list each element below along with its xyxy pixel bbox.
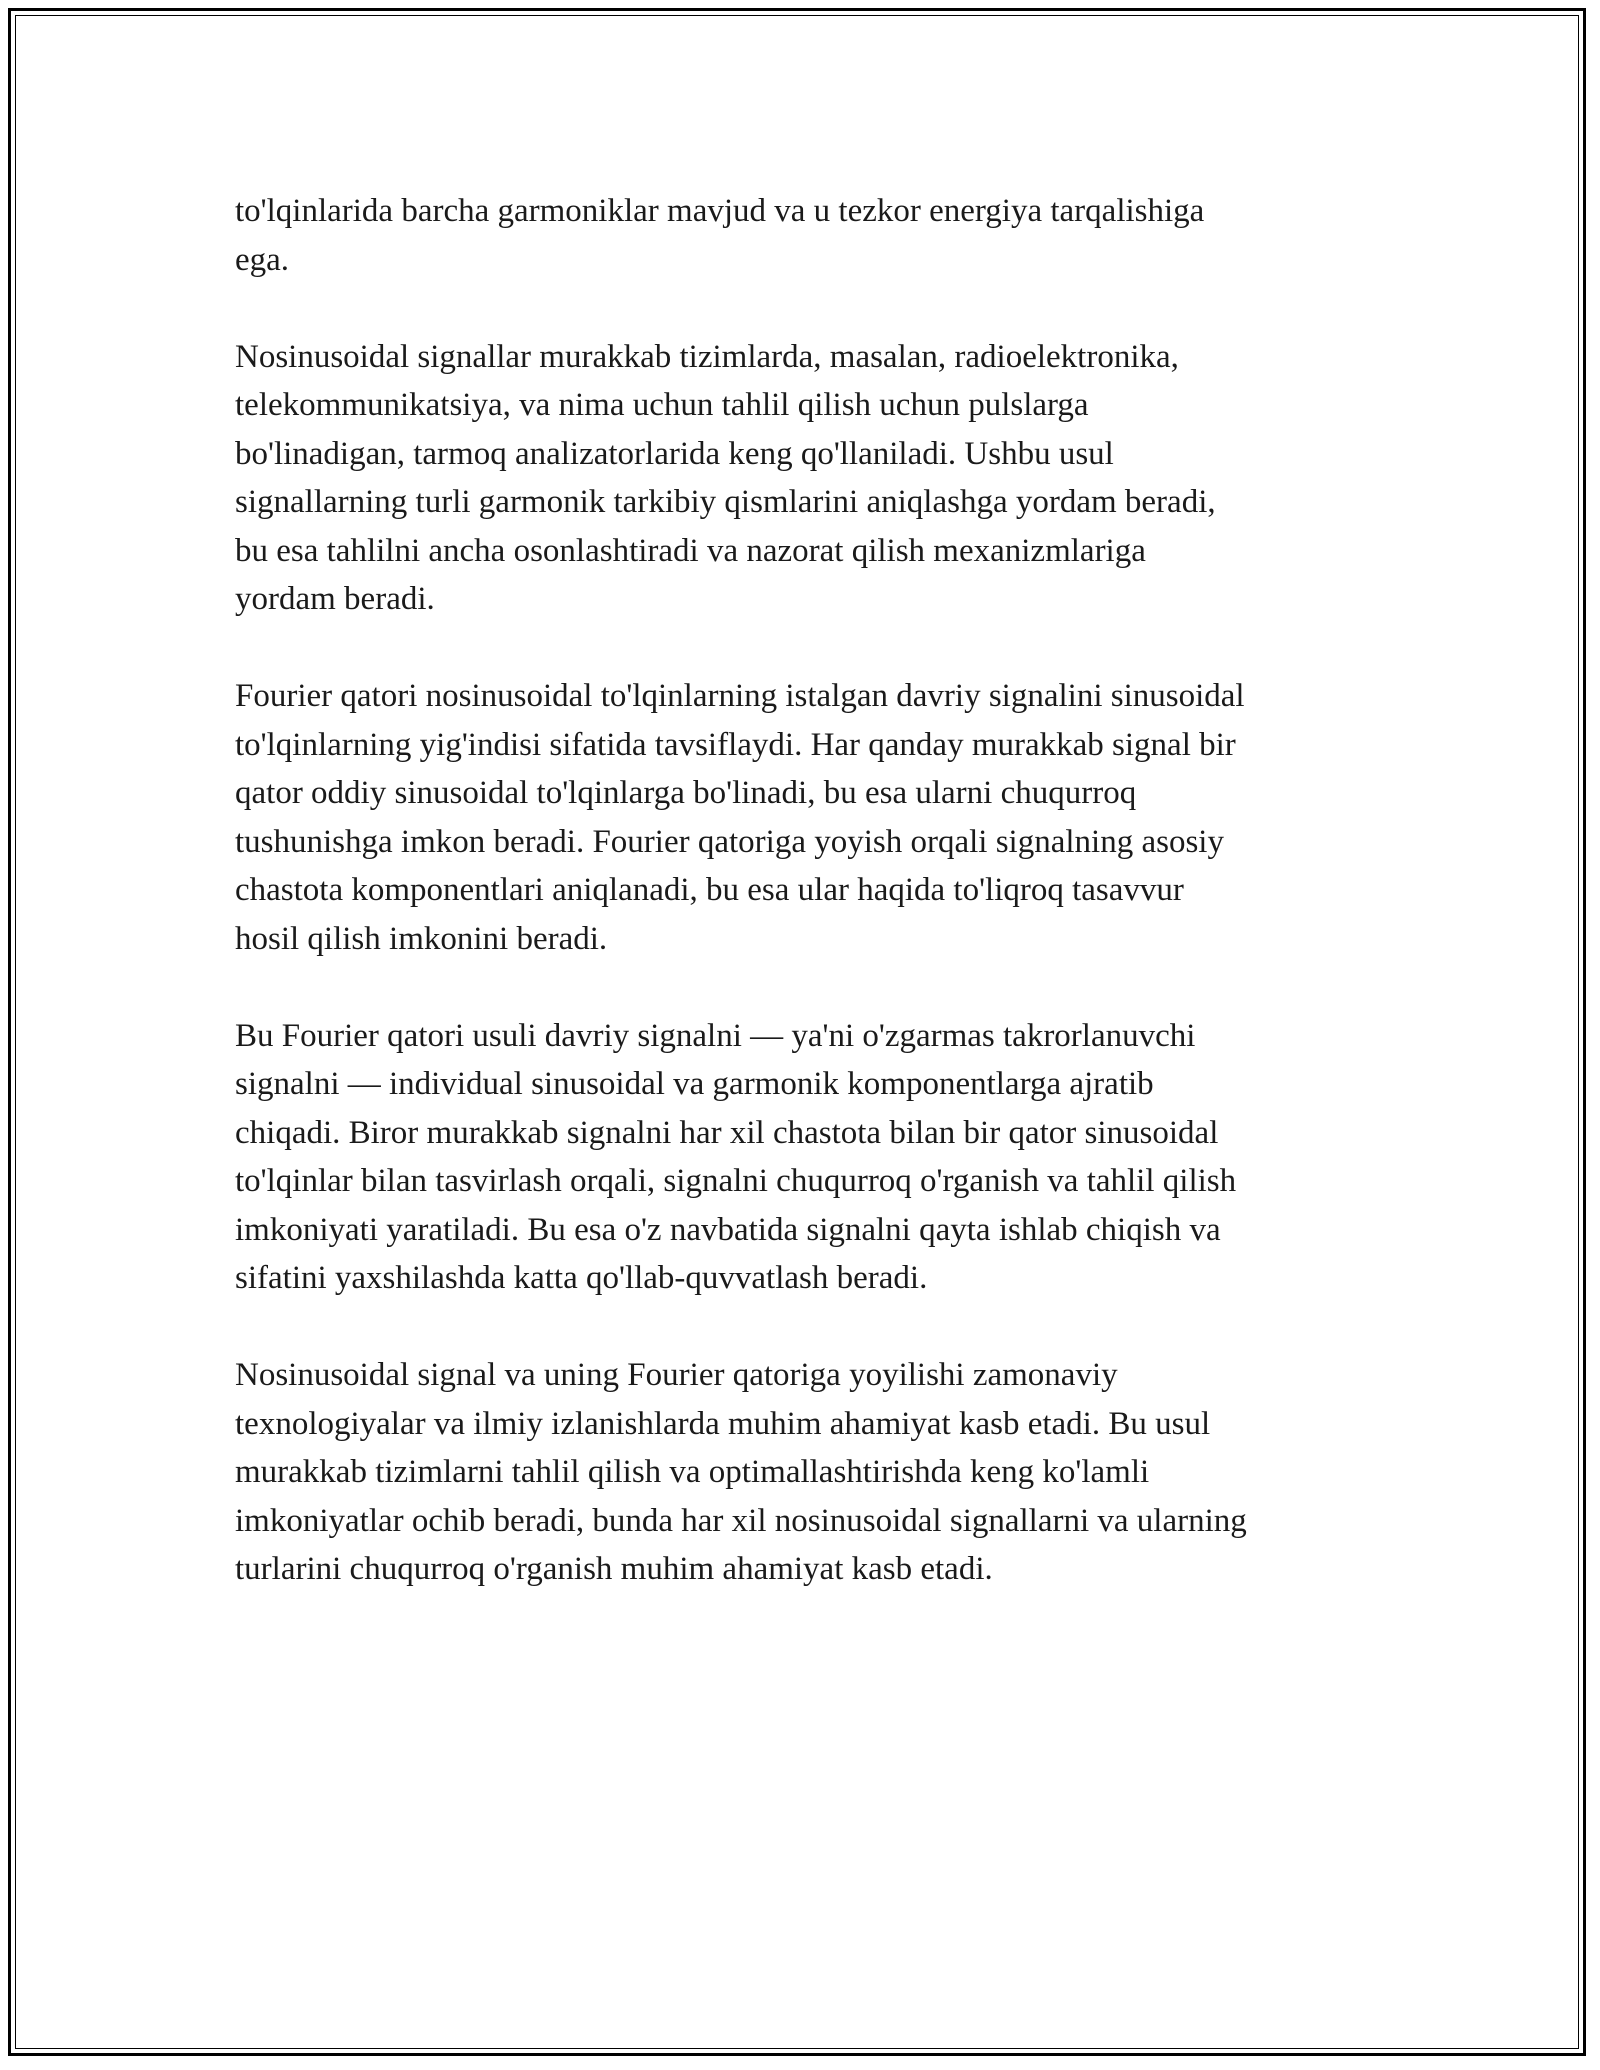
paragraph-3: Fourier qatori nosinusoidal to'lqinlarning istalgan davriy signalini sinusoidal to'lqinlarning yig'indisi sifatida tavsiflaydi. Har qanday murakkab signal bir qator oddiy sinusoidal to'lqinlarga bo'linadi, bu esa ularni chuqurroq tushunishga imkon beradi. Fourier qatoriga yoyish orqali signalning asosiy chastota komponentlari aniqlanadi, bu esa ular haqida to'liqroq tasavvur hosil qilish imkonini beradi. bbox=[235, 678, 1245, 957]
paragraph-5: Nosinusoidal signal va uning Fourier qatoriga yoyilishi zamonaviy texnologiyalar va ilmiy izlanishlarda muhim ahamiyat kasb etadi. Bu usul murakkab tizimlarni tahlil qilish va optimallashtirishda keng ko'lamli imkoniyatlar ochib beradi, bunda har xil nosinusoidal signallarni va ularning turlarini chuqurroq o'rganish muhim ahamiyat kasb etadi. bbox=[235, 1357, 1247, 1587]
paragraph-4: Bu Fourier qatori usuli davriy signalni — ya'ni o'zgarmas takrorlanuvchi signalni — individual sinusoidal va garmonik komponentlarga ajratib chiqadi. Biror murakkab signalni har xil chastota bilan bir qator sinusoidal to'lqinlar bilan tasvirlash orqali, signalni chuqurroq o'rganish va tahlil qilish imkoniyati yaratiladi. Bu esa o'z navbatida signalni qayta ishlab chiqish va sifatini yaxshilashda katta qo'llab-quvvatlash beradi. bbox=[235, 1017, 1237, 1296]
paragraph-1: to'lqinlarida barcha garmoniklar mavjud va u tezkor energiya tarqalishiga ega. bbox=[235, 193, 1205, 278]
paragraph-2: Nosinusoidal signallar murakkab tizimlarda, masalan, radioelektronika, telekommunikatsiya, va nima uchun tahlil qilish uchun pulslarga bo'linadigan, tarmoq analizatorlarida keng qo'llaniladi. Ushbu usul signallarning turli garmonik tarkibiy qismlarini aniqlashga yordam beradi, bu esa tahlilni ancha osonlashtiradi va nazorat qilish mexanizmlariga yordam beradi. bbox=[235, 338, 1216, 617]
document-body bbox=[235, 187, 1365, 1594]
